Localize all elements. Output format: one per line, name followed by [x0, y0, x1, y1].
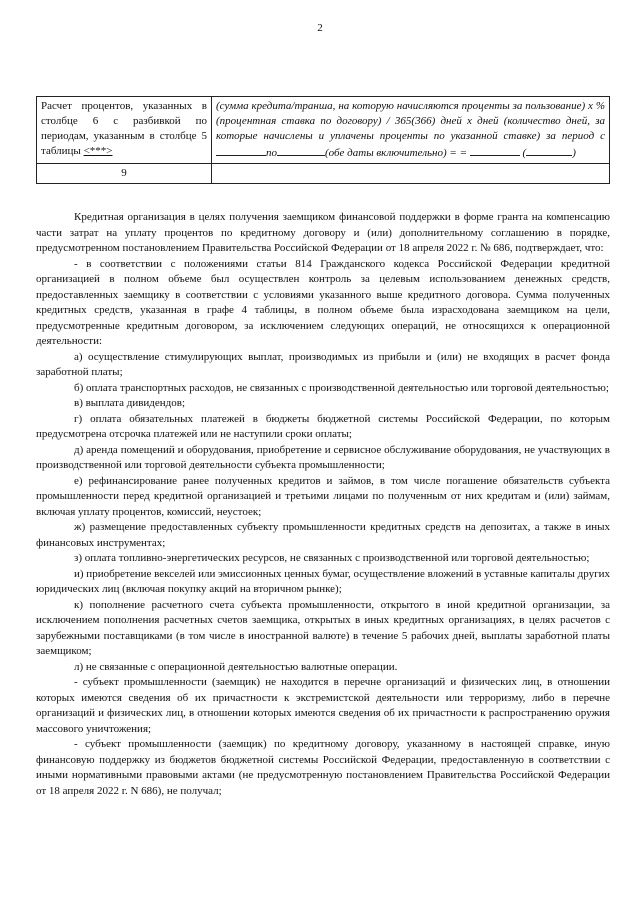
footnote-reference: <***>: [83, 145, 113, 157]
paragraph: - в соответствии с положениями статьи 814 Гражданского кодекса Российской Федерации кредитной организацией в полном объеме был осуществлен контроль за целевым использованием денежных средств, предоставленных заемщику в соответствии с условиями указанного выше кредитного договора. Сумма полученных кредитных средств, указанная в графе 4 таблицы, в полном объеме была израсходована заемщиком на цели, предусмотренные кредитным договором, за исключением следующих операций, не относящихся к операционной деятельности:: [36, 257, 610, 347]
amount-words-blank: [526, 144, 572, 156]
paragraph: д) аренда помещений и оборудования, приобретение и сервисное обслуживание оборудования, не участвующих в производственной или торговой деятельности субъекта промышленности;: [36, 443, 610, 471]
paragraph: а) осуществление стимулирующих выплат, производимых из прибыли и (или) не входящих в расчет фонда заработной платы;: [36, 350, 610, 378]
formula-po: по: [266, 147, 277, 159]
paragraph: ж) размещение предоставленных субъекту промышленности кредитных средств на депозитах, а также в иных финансовых инструментах;: [36, 521, 610, 549]
paragraph: б) оплата транспортных расходов, не связанных с производственной деятельностью или торговой деятельностью;: [74, 381, 609, 394]
page-number: 2: [317, 22, 323, 34]
paragraph: е) рефинансирование ранее полученных кредитов и займов, в том числе погашение обязательств субъекта промышленности перед кредитной организацией и третьими лицами по полученным от них кредитам и (или) займам, включая уплату процентов, комиссий, неустоек;: [36, 474, 610, 518]
paren-close: ): [572, 147, 576, 159]
interest-calculation-table: [36, 96, 610, 184]
paragraph: з) оплата топливно-энергетических ресурсов, не связанных с производственной или торговой деятельностью;: [74, 552, 590, 564]
paren-open: (: [519, 147, 527, 159]
table-row: [37, 164, 610, 184]
paragraph: в) выплата дивидендов;: [74, 397, 186, 409]
row-label: Расчет процентов, указанных в столбце 6 с разбивкой по периодам, указанным в столбце 5 таблицы: [41, 100, 207, 157]
document-body: [36, 210, 610, 799]
table-row: [37, 97, 610, 164]
date-from-blank: [216, 144, 266, 156]
empty-cell: [212, 164, 610, 184]
formula-text: (сумма кредита/транша, на которую начисляются проценты за пользование) x % (процентная ставка по договору) / 365(366) дней x дней (количество дней, за которые начислены и уплачены проценты по указанной ставке) за период с: [216, 100, 605, 142]
paragraph: л) не связанные с операционной деятельностью валютные операции.: [74, 660, 398, 673]
paragraph: Кредитная организация в целях получения заемщиком финансовой поддержки в форме гранта на компенсацию части затрат на уплату процентов по кредитному договору и (или) дополнительному соглашению в порядке, предусмотренном постановлением Правительства Российской Федерации от 18 апреля 2022 г. № 686, подтверждает, что:: [36, 211, 610, 254]
paragraph: и) приобретение векселей или эмиссионных ценных бумаг, осуществление вложений в уставные капиталы других юридических лиц (включая покупку акций на вторичном рынке);: [36, 567, 610, 595]
row-number-cell: 9: [37, 164, 212, 184]
amount-blank: [470, 144, 520, 156]
formula-text-continued: (обе даты включительно) = =: [325, 147, 470, 159]
date-to-blank: [277, 144, 325, 156]
paragraph: - субъект промышленности (заемщик) не находится в перечне организаций и физических лиц, в отношении которых имеются сведения об их причастности к экстремистской деятельности или терроризму, либо в перечне организаций и физических лиц, в отношении которых имеются сведения об их причастности к распространению оружия массового уничтожения;: [36, 676, 610, 735]
formula-cell: [212, 97, 610, 164]
paragraph: г) оплата обязательных платежей в бюджеты бюджетной системы Российской Федерации, по которым предусмотрена отсрочка платежей или не наступили сроки оплаты;: [36, 412, 610, 440]
paragraph: к) пополнение расчетного счета субъекта промышленности, открытого в иной кредитной организации, за исключением пополнения расчетных счетов заемщика, открытых в иных кредитных организациях, в целях расчетов с зарубежными поставщиками (в том числе в иностранной валюте) в течение 5 рабочих дней, выплаты заработной платы заемщиком;: [36, 598, 610, 657]
row-label-cell: [37, 97, 212, 164]
paragraph: - субъект промышленности (заемщик) по кредитному договору, указанному в настоящей справке, иную финансовую поддержку из бюджетов бюджетной системы Российской Федерации, предоставленную в соответствии с иными нормативными правовыми актами (не предусмотренную постановлением Правительства Российской Федерации от 18 апреля 2022 г. N 686), не получал;: [36, 738, 610, 797]
